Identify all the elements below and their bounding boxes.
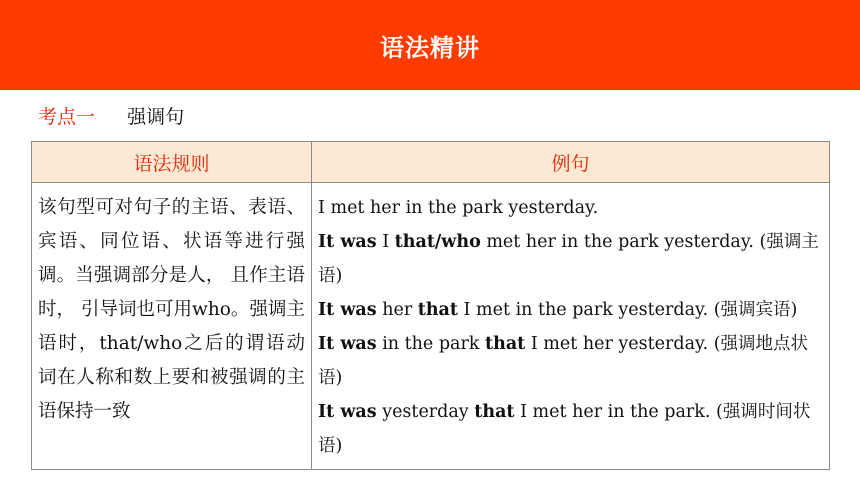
section-label: 考点一 — [38, 106, 96, 128]
example-sentence — [318, 293, 823, 327]
examples-cell — [312, 183, 830, 470]
examples-header: 例句 — [312, 142, 830, 183]
sentence-text: her — [376, 300, 418, 320]
table-row — [32, 183, 830, 470]
section-heading — [38, 102, 184, 129]
sentence-text: I met her yesterday. (强调地点状语) — [318, 334, 809, 388]
grammar-rules-header: 语法规则 — [32, 142, 312, 183]
emphasis-keyword: that — [474, 402, 515, 422]
table-header-row — [32, 142, 830, 183]
emphasis-keyword: It was — [318, 300, 377, 320]
emphasis-keyword: that — [485, 334, 526, 354]
sentence-text: I — [376, 232, 395, 252]
emphasis-keyword: that — [417, 300, 458, 320]
example-sentence — [318, 395, 823, 463]
sentence-text: met her in the park yesterday. (强调主语) — [318, 232, 819, 286]
page-title: 语法精讲 — [380, 33, 480, 62]
sentence-text: I met in the park yesterday. (强调宾语) — [457, 300, 798, 320]
emphasis-keyword: It was — [318, 334, 377, 354]
example-sentence — [318, 225, 823, 293]
sentence-text: I met her in the park. (强调时间状语) — [318, 402, 811, 456]
sentence-text: in the park — [376, 334, 486, 354]
header-banner — [0, 0, 860, 90]
emphasis-keyword: It was — [318, 402, 377, 422]
grammar-table — [31, 141, 830, 470]
example-sentence — [318, 327, 823, 395]
emphasis-keyword: that/who — [394, 232, 481, 252]
sentence-text: I met her in the park yesterday. — [318, 198, 599, 218]
example-sentence — [318, 191, 823, 225]
emphasis-keyword: It was — [318, 232, 377, 252]
grammar-rule-text: 该句型可对句子的主语、表语、宾语、同位语、状语等进行强调。当强调部分是人， 且作主语时， 引导词也可用who。强调主语时，that/who之后的谓语动词在人称和数上要和被强调的主语保持一致 — [32, 183, 312, 470]
sentence-text: yesterday — [376, 402, 475, 422]
section-topic: 强调句 — [127, 106, 185, 128]
